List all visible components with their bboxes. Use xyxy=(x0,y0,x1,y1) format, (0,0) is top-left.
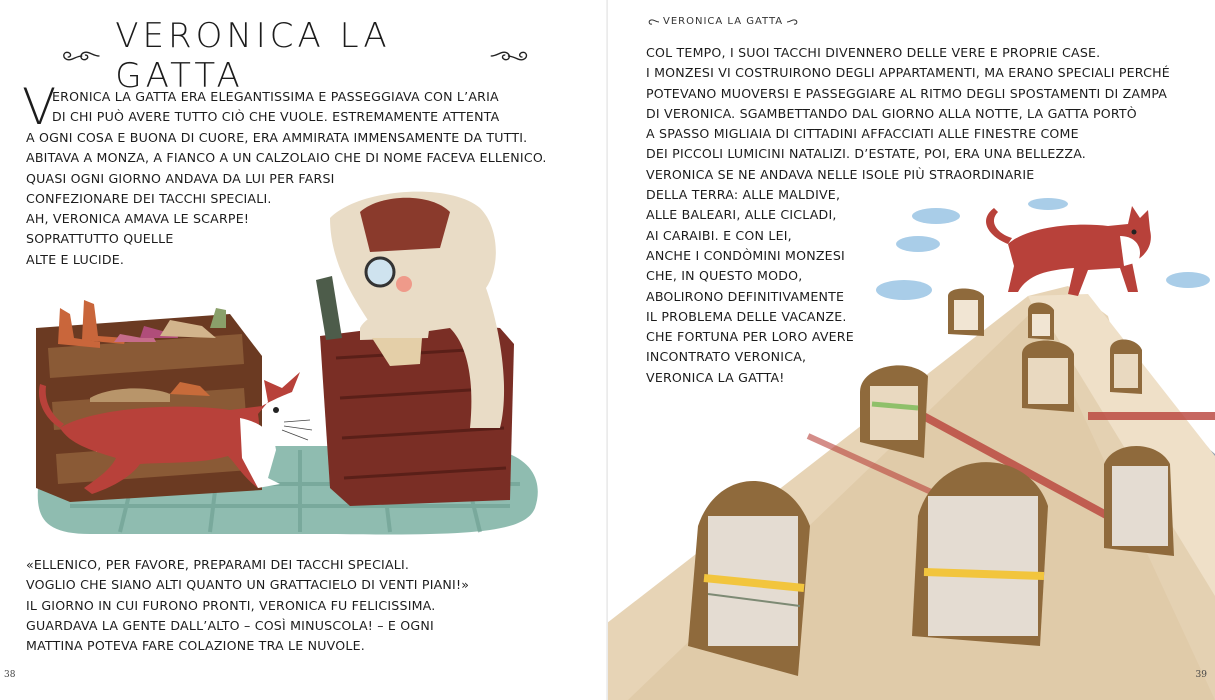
swirl-ornament-icon xyxy=(786,18,800,26)
text-line: IL GIORNO IN CUI FURONO PRONTI, VERONICA FU FELICISSIMA. xyxy=(26,597,436,613)
text-line: AI CARAIBI. E CON LEI, xyxy=(646,227,792,243)
text-line: CONFEZIONARE DEI TACCHI SPECIALI. xyxy=(26,190,272,206)
text-line: «ELLENICO, PER FAVORE, PREPARAMI DEI TACCHI SPECIALI. xyxy=(26,557,410,572)
title-block xyxy=(60,16,530,96)
text-line: VERONICA SE NE ANDAVA NELLE ISOLE PIÙ STRAORDINARIE xyxy=(646,166,1035,182)
text-line: ALLE BALEARI, ALLE CICLADI, xyxy=(646,207,837,223)
story-paragraph xyxy=(646,43,1170,388)
text-line: INCONTRATO VERONICA, xyxy=(646,349,807,365)
text-line: DELLA TERRA: ALLE MALDIVE, xyxy=(646,187,841,203)
text-line: DI VERONICA. SGAMBETTANDO DAL GIORNO ALLA NOTTE, LA GATTA PORTÒ xyxy=(646,105,1137,121)
text-line: CHE FORTUNA PER LORO AVERE xyxy=(646,329,854,345)
page-number: 38 xyxy=(4,670,16,680)
right-page xyxy=(608,0,1215,700)
window xyxy=(912,462,1048,646)
text-line: GUARDAVA LA GENTE DALL’ALTO – COSÌ MINUSCOLA! – E OGNI xyxy=(26,617,434,633)
text-line: ANCHE I CONDÒMINI MONZESI xyxy=(646,247,845,263)
window xyxy=(1104,446,1174,556)
swirl-ornament-icon xyxy=(489,44,530,68)
swirl-ornament-icon xyxy=(646,18,660,26)
page-number: 39 xyxy=(1195,670,1207,680)
text-line: A OGNI COSA E BUONA DI CUORE, ERA AMMIRATA IMMENSAMENTE DA TUTTI. xyxy=(26,130,528,145)
text-line: CHE, IN QUESTO MODO, xyxy=(646,268,803,284)
text-line: MATTINA POTEVA FARE COLAZIONE TRA LE NUVOLE. xyxy=(26,638,365,654)
text-line: I MONZESI VI COSTRUIRONO DEGLI APPARTAMENTI, MA ERANO SPECIALI PERCHÉ xyxy=(646,65,1170,81)
intro-paragraph xyxy=(52,87,499,128)
text-line: A SPASSO MIGLIAIA DI CITTADINI AFFACCIATI ALLE FINESTRE COME xyxy=(646,126,1079,142)
text-line: VERONICA LA GATTA! xyxy=(646,369,785,385)
text-line: DI CHI PUÒ AVERE TUTTO CIÒ CHE VUOLE. ESTREMAMENTE ATTENTA xyxy=(52,109,500,125)
text-line: QUASI OGNI GIORNO ANDAVA DA LUI PER FARSI xyxy=(26,170,335,186)
page-title: VERONICA LA GATTA xyxy=(115,16,391,96)
drop-cap: V xyxy=(22,78,57,136)
text-line: AH, VERONICA AMAVA LE SCARPE! xyxy=(26,211,250,227)
running-head xyxy=(646,16,800,27)
text-line: ALTE E LUCIDE. xyxy=(26,251,125,267)
text-line: POTEVANO MUOVERSI E PASSEGGIARE AL RITMO DEGLI SPOSTAMENTI DI ZAMPA xyxy=(646,85,1168,101)
window xyxy=(688,481,810,676)
text-line: SOPRATTUTTO QUELLE xyxy=(26,231,174,247)
text-line: VOGLIO CHE SIANO ALTI QUANTO UN GRATTACIELO DI VENTI PIANI!» xyxy=(26,577,470,593)
text-line: ERONICA LA GATTA ERA ELEGANTISSIMA E PASSEGGIAVA CON L’ARIA xyxy=(52,89,499,104)
cobbler-illustration xyxy=(30,188,550,540)
text-line: ABITAVA A MONZA, A FIANCO A UN CALZOLAIO CHE DI NOME FACEVA ELLENICO. xyxy=(26,150,547,166)
text-line: IL PROBLEMA DELLE VACANZE. xyxy=(646,308,847,324)
text-line: ABOLIRONO DEFINITIVAMENTE xyxy=(646,288,845,304)
quote-paragraph xyxy=(26,555,469,656)
swirl-ornament-icon xyxy=(60,44,101,68)
running-head-title: VERONICA LA GATTA xyxy=(663,16,784,27)
text-line: COL TEMPO, I SUOI TACCHI DIVENNERO DELLE VERE E PROPRIE CASE. xyxy=(646,45,1101,60)
text-line: DEI PICCOLI LUMICINI NATALIZI. D’ESTATE, POI, ERA UNA BELLEZZA. xyxy=(646,146,1087,162)
